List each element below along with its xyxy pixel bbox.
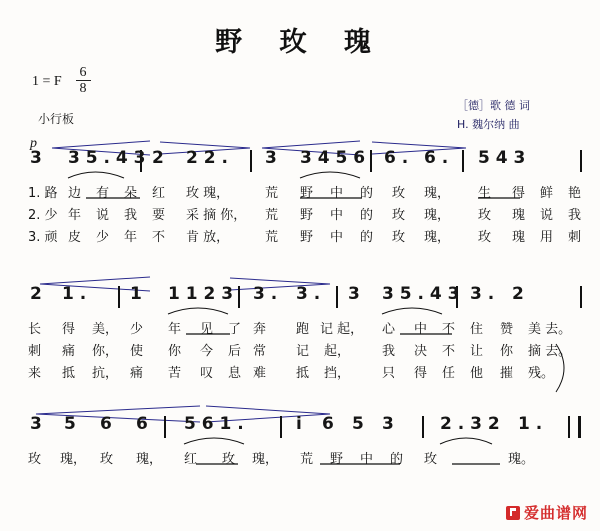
- lyric: 住: [470, 322, 484, 337]
- note: 3 5 . 4 3: [68, 148, 146, 168]
- note: 1 .: [62, 284, 87, 304]
- lyric: 荒: [265, 186, 279, 201]
- lyric: 鲜: [540, 186, 554, 201]
- lyric: 痛: [62, 344, 76, 359]
- lyric: 不: [152, 230, 166, 245]
- system-2: [0, 284, 600, 384]
- lyric: 长: [28, 322, 42, 337]
- lyric: 的: [390, 452, 404, 467]
- lyric: 玫: [100, 452, 114, 467]
- lyric: 玫: [392, 208, 406, 223]
- lyric: 玫: [28, 452, 42, 467]
- lyric: 荒: [265, 230, 279, 245]
- notes-row-1: [0, 148, 600, 182]
- note: 5 4 3: [478, 148, 526, 168]
- lyric: 荒: [265, 208, 279, 223]
- lyric: 你，: [92, 344, 119, 359]
- lyric: 年: [124, 230, 138, 245]
- lyric-line-2: [0, 204, 600, 226]
- lyric: 用: [540, 230, 554, 245]
- lyric: 红: [184, 452, 198, 467]
- lyric: 赞: [500, 322, 514, 337]
- note: 3 5 . 4 3: [382, 284, 460, 304]
- page-title: 野 玫 瑰: [215, 27, 385, 58]
- time-signature-denominator: 8: [79, 81, 87, 96]
- lyric: 瑰，: [424, 186, 451, 201]
- lyric: 说: [540, 208, 554, 223]
- lyric: 你: [168, 344, 182, 359]
- lyric: 的: [360, 208, 374, 223]
- note: 6: [100, 414, 112, 434]
- note: 5: [64, 414, 76, 434]
- lyric: 摧: [500, 366, 514, 381]
- lyric: 中: [330, 208, 344, 223]
- note: 3 .: [296, 284, 321, 304]
- lyric: 皮: [68, 230, 82, 245]
- note: 5: [352, 414, 364, 434]
- lyric: 使: [130, 344, 144, 359]
- lyric: 起，: [324, 344, 351, 359]
- time-signature: [72, 66, 94, 95]
- lyric: 难: [253, 366, 267, 381]
- note: 3: [30, 414, 42, 434]
- note: 6: [136, 414, 148, 434]
- lyric: 艳: [568, 186, 582, 201]
- note: 2: [30, 284, 42, 304]
- lyric: 见: [200, 322, 214, 337]
- lyric: 了: [228, 322, 242, 337]
- lyric: 得: [62, 322, 76, 337]
- lyric-line-2: [0, 340, 600, 362]
- lyric: 美，: [92, 322, 119, 337]
- lyric: 中: [330, 186, 344, 201]
- music-note-icon: [506, 506, 520, 520]
- note: 2 2 .: [186, 148, 228, 168]
- lyric: 我: [124, 208, 138, 223]
- lyric: 肯 放，: [186, 230, 230, 245]
- lyric: 的: [360, 230, 374, 245]
- note: 5 6 1 .: [184, 414, 244, 434]
- lyric: 常: [253, 344, 267, 359]
- lyric: 荒: [300, 452, 314, 467]
- lyric: 瑰，: [252, 452, 279, 467]
- barline: [580, 150, 582, 172]
- note: 3: [30, 148, 42, 168]
- barline: [462, 150, 464, 172]
- system-1: [0, 148, 600, 248]
- lyric: 中: [330, 230, 344, 245]
- note: 1 .: [518, 414, 543, 434]
- lyric: 红: [152, 186, 166, 201]
- lyric: 我: [568, 208, 582, 223]
- lyric: 后: [228, 344, 242, 359]
- note: 3: [348, 284, 360, 304]
- note: 2 . 3 2: [440, 414, 500, 434]
- lyric: 说: [96, 208, 110, 223]
- lyric: 瑰: [512, 208, 526, 223]
- system-3: [0, 414, 600, 470]
- barline: [422, 416, 424, 438]
- lyric: 2. 少: [28, 208, 58, 223]
- lyric-line-1: [0, 448, 600, 470]
- lyric: 任: [442, 366, 456, 381]
- barline: [250, 150, 252, 172]
- lyric: 玫: [392, 230, 406, 245]
- dynamic-marking: p: [30, 136, 37, 151]
- lyric: 野: [330, 452, 344, 467]
- lyric: 少: [96, 230, 110, 245]
- lyric: 得: [512, 186, 526, 201]
- lyric: 玫: [478, 230, 492, 245]
- lyric: 玫 瑰，: [186, 186, 230, 201]
- lyric: 我: [382, 344, 396, 359]
- note: 3 .: [470, 284, 495, 304]
- note: 3 4 5 6: [300, 148, 366, 168]
- barline: [568, 416, 570, 438]
- lyric: 今: [200, 344, 214, 359]
- lyric: 苦: [168, 366, 182, 381]
- lyric: 抵: [62, 366, 76, 381]
- note: 3: [265, 148, 277, 168]
- key-signature: 1 = F: [32, 74, 62, 89]
- lyric: 来: [28, 366, 42, 381]
- lyric: 记 起，: [320, 322, 364, 337]
- barline: [336, 286, 338, 308]
- barline: [164, 416, 166, 438]
- note: 6 .: [424, 148, 449, 168]
- lyric-line-1: [0, 318, 600, 340]
- lyric: 瑰，: [424, 230, 451, 245]
- note: 6 .: [384, 148, 409, 168]
- lyric: 玫: [424, 452, 438, 467]
- lyric: 让: [470, 344, 484, 359]
- barline: [370, 150, 372, 172]
- credit-lyricist: ［德］歌 德 词: [457, 99, 530, 112]
- barline: [238, 286, 240, 308]
- watermark-label: 爱曲谱网: [523, 504, 588, 522]
- lyric: 决: [414, 344, 428, 359]
- lyric: 野: [300, 230, 314, 245]
- time-signature-numerator: 6: [79, 65, 87, 80]
- barline: [580, 286, 582, 308]
- credits: [457, 96, 530, 134]
- lyric: 心: [382, 322, 396, 337]
- lyric: 边: [68, 186, 82, 201]
- note: i: [296, 414, 302, 434]
- lyric: 抗，: [92, 366, 119, 381]
- lyric: 美 去。: [528, 322, 572, 337]
- lyric-line-3: [0, 362, 600, 384]
- lyric: 少: [130, 322, 144, 337]
- lyric: 你: [500, 344, 514, 359]
- lyric: 野: [300, 186, 314, 201]
- lyric: 野: [300, 208, 314, 223]
- lyric: 跑: [296, 322, 310, 337]
- lyric: 叹: [200, 366, 214, 381]
- note: 1: [130, 284, 142, 304]
- lyric: 刺: [568, 230, 582, 245]
- lyric: 年: [68, 208, 82, 223]
- lyric: 年: [168, 322, 182, 337]
- notes-row-3: [0, 414, 600, 448]
- lyric: 痛: [130, 366, 144, 381]
- lyric: 有: [96, 186, 110, 201]
- lyric: 刺: [28, 344, 42, 359]
- lyric: 瑰。: [508, 452, 535, 467]
- lyric: 玫: [222, 452, 236, 467]
- lyric: 3. 顽: [28, 230, 58, 245]
- note: 3 .: [253, 284, 278, 304]
- lyric: 中: [360, 452, 374, 467]
- lyric: 玫: [392, 186, 406, 201]
- lyric: 息: [228, 366, 242, 381]
- lyric: 的: [360, 186, 374, 201]
- lyric: 只: [382, 366, 396, 381]
- final-barline: [578, 416, 581, 438]
- lyric: 瑰: [512, 230, 526, 245]
- lyric: 得: [414, 366, 428, 381]
- lyric: 采 摘 你，: [186, 208, 247, 223]
- note: 1 1 2 3: [168, 284, 234, 304]
- lyric: 残。: [528, 366, 555, 381]
- note: 2: [152, 148, 164, 168]
- note: 2: [512, 284, 524, 304]
- lyric: 不: [442, 322, 456, 337]
- lyric: 瑰，: [136, 452, 163, 467]
- lyric: 中: [414, 322, 428, 337]
- lyric-line-1: [0, 182, 600, 204]
- lyric: 不: [442, 344, 456, 359]
- lyric: 生: [478, 186, 492, 201]
- lyric: 记: [296, 344, 310, 359]
- lyric: 挡，: [324, 366, 351, 381]
- barline: [118, 286, 120, 308]
- note: 6: [322, 414, 334, 434]
- lyric: 要: [152, 208, 166, 223]
- notes-row-2: [0, 284, 600, 318]
- site-watermark: [506, 502, 588, 523]
- lyric-line-3: [0, 226, 600, 248]
- credit-composer: H. 魏尔纳 曲: [457, 118, 520, 131]
- lyric: 奔: [253, 322, 267, 337]
- lyric: 瑰，: [424, 208, 451, 223]
- lyric: 朵: [124, 186, 138, 201]
- lyric: 摘 去。: [528, 344, 572, 359]
- lyric: 玫: [478, 208, 492, 223]
- barline: [280, 416, 282, 438]
- tempo-marking: 小行板: [38, 112, 75, 126]
- lyric: 瑰，: [60, 452, 87, 467]
- lyric: 他: [470, 366, 484, 381]
- lyric: 抵: [296, 366, 310, 381]
- lyric: 1. 路: [28, 186, 58, 201]
- note: 3: [382, 414, 394, 434]
